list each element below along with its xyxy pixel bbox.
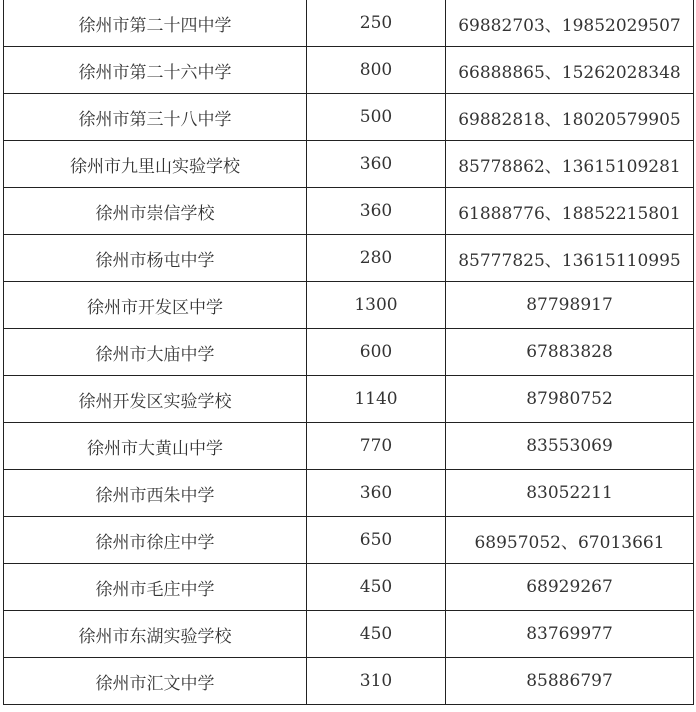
table-row	[4, 235, 694, 282]
table-row	[4, 470, 694, 517]
school-table-body	[4, 0, 694, 705]
count-cell: 360	[307, 188, 446, 235]
phone-cell: 87798917	[446, 282, 694, 329]
table-row	[4, 141, 694, 188]
count-cell: 600	[307, 329, 446, 376]
phone-cell: 85777825、13615110995	[446, 235, 694, 282]
count-cell: 250	[307, 0, 446, 47]
school-name-cell: 徐州市第二十四中学	[4, 0, 307, 47]
school-table	[3, 0, 694, 705]
table-row	[4, 282, 694, 329]
school-name-cell: 徐州市第三十八中学	[4, 94, 307, 141]
phone-cell: 68957052、67013661	[446, 517, 694, 564]
table-row	[4, 658, 694, 705]
phone-cell: 61888776、18852215801	[446, 188, 694, 235]
school-name-cell: 徐州市大黄山中学	[4, 423, 307, 470]
table-row	[4, 376, 694, 423]
school-name-cell: 徐州市大庙中学	[4, 329, 307, 376]
school-name-cell: 徐州市开发区中学	[4, 282, 307, 329]
table-row	[4, 564, 694, 611]
count-cell: 770	[307, 423, 446, 470]
count-cell: 360	[307, 141, 446, 188]
school-name-cell: 徐州市东湖实验学校	[4, 611, 307, 658]
phone-cell: 85778862、13615109281	[446, 141, 694, 188]
count-cell: 450	[307, 564, 446, 611]
school-name-cell: 徐州市第二十六中学	[4, 47, 307, 94]
count-cell: 1140	[307, 376, 446, 423]
table-row	[4, 94, 694, 141]
school-name-cell: 徐州市毛庄中学	[4, 564, 307, 611]
phone-cell: 68929267	[446, 564, 694, 611]
count-cell: 800	[307, 47, 446, 94]
table-row	[4, 188, 694, 235]
phone-cell: 67883828	[446, 329, 694, 376]
table-row	[4, 517, 694, 564]
count-cell: 650	[307, 517, 446, 564]
phone-cell: 83769977	[446, 611, 694, 658]
table-row	[4, 47, 694, 94]
table-row	[4, 611, 694, 658]
phone-cell: 83553069	[446, 423, 694, 470]
table-row	[4, 329, 694, 376]
count-cell: 450	[307, 611, 446, 658]
phone-cell: 87980752	[446, 376, 694, 423]
school-name-cell: 徐州市杨屯中学	[4, 235, 307, 282]
school-name-cell: 徐州开发区实验学校	[4, 376, 307, 423]
count-cell: 1300	[307, 282, 446, 329]
count-cell: 360	[307, 470, 446, 517]
phone-cell: 69882703、19852029507	[446, 0, 694, 47]
phone-cell: 83052211	[446, 470, 694, 517]
school-name-cell: 徐州市西朱中学	[4, 470, 307, 517]
school-name-cell: 徐州市九里山实验学校	[4, 141, 307, 188]
phone-cell: 69882818、18020579905	[446, 94, 694, 141]
school-name-cell: 徐州市崇信学校	[4, 188, 307, 235]
school-name-cell: 徐州市汇文中学	[4, 658, 307, 705]
phone-cell: 85886797	[446, 658, 694, 705]
count-cell: 500	[307, 94, 446, 141]
school-name-cell: 徐州市徐庄中学	[4, 517, 307, 564]
count-cell: 310	[307, 658, 446, 705]
phone-cell: 66888865、15262028348	[446, 47, 694, 94]
table-row	[4, 0, 694, 47]
count-cell: 280	[307, 235, 446, 282]
table-row	[4, 423, 694, 470]
